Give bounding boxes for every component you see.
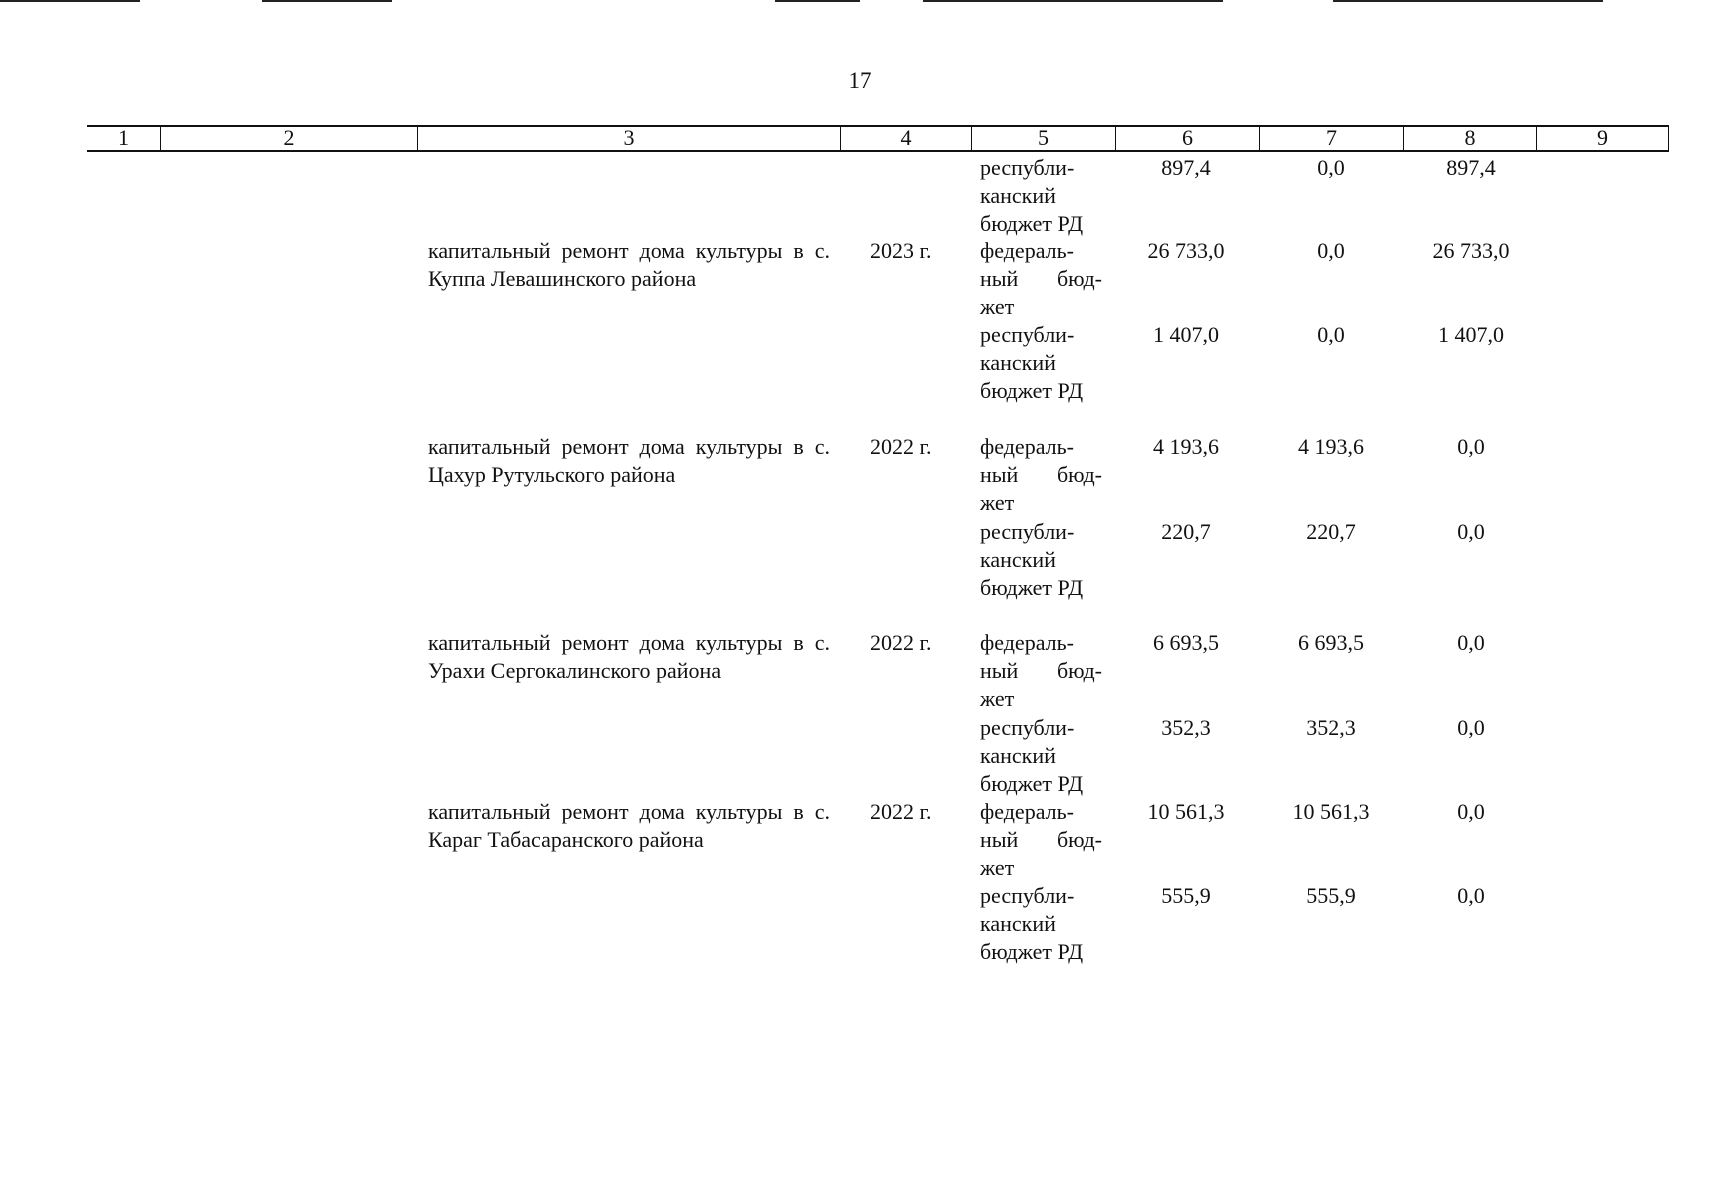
amount-col8: 26 733,0 — [1432, 238, 1510, 263]
funding-source: республи- канский бюджет РД — [980, 883, 1084, 964]
amount-total: 6 693,5 — [1153, 630, 1219, 655]
page-number: 17 — [848, 68, 872, 93]
top-edge-rule — [775, 0, 860, 2]
amount-col7: 0,0 — [1317, 322, 1345, 347]
funding-source: федераль- ный бюд- жет — [980, 799, 1102, 880]
project-description: капитальный ремонт дома культуры в с. Караг Табасаранского района — [428, 799, 830, 852]
project-description: капитальный ремонт дома культуры в с. Куппа Левашинского района — [428, 238, 830, 291]
amount-col8: 0,0 — [1457, 883, 1485, 908]
funding-source: федераль- ный бюд- жет — [980, 238, 1102, 319]
top-edge-rule — [262, 0, 392, 2]
project-description: капитальный ремонт дома культуры в с. Цахур Рутульского района — [428, 434, 830, 487]
project-description: капитальный ремонт дома культуры в с. Урахи Сергокалинского района — [428, 630, 830, 683]
amount-total: 10 561,3 — [1147, 799, 1225, 824]
header-col-9: 9 — [1536, 127, 1669, 150]
amount-total: 220,7 — [1161, 519, 1211, 544]
amount-col7: 0,0 — [1317, 155, 1345, 180]
funding-source: республи- канский бюджет РД — [980, 322, 1084, 403]
amount-col7: 555,9 — [1306, 883, 1356, 908]
header-col-4: 4 — [840, 127, 971, 150]
funding-source: республи- канский бюджет РД — [980, 519, 1084, 600]
top-edge-rule — [0, 0, 140, 2]
project-year: 2022 г. — [870, 434, 932, 459]
header-col-8: 8 — [1403, 127, 1536, 150]
header-col-5: 5 — [971, 127, 1115, 150]
amount-col8: 0,0 — [1457, 715, 1485, 740]
amount-col7: 10 561,3 — [1292, 799, 1370, 824]
header-col-7: 7 — [1259, 127, 1403, 150]
amount-col8: 0,0 — [1457, 519, 1485, 544]
amount-total: 26 733,0 — [1147, 238, 1225, 263]
funding-source: республи- канский бюджет РД — [980, 715, 1084, 796]
project-year: 2022 г. — [870, 630, 932, 655]
top-edge-rule — [923, 0, 1223, 2]
amount-total: 4 193,6 — [1153, 434, 1219, 459]
header-col-1: 1 — [118, 125, 129, 150]
project-year: 2022 г. — [870, 799, 932, 824]
amount-col8: 0,0 — [1457, 799, 1485, 824]
amount-total: 555,9 — [1161, 883, 1211, 908]
header-col-3: 3 — [417, 127, 840, 150]
amount-total: 1 407,0 — [1153, 322, 1219, 347]
amount-col8: 897,4 — [1446, 155, 1496, 180]
amount-col7: 4 193,6 — [1298, 434, 1364, 459]
amount-col7: 6 693,5 — [1298, 630, 1364, 655]
amount-col7: 352,3 — [1306, 715, 1356, 740]
amount-col7: 220,7 — [1306, 519, 1356, 544]
amount-col7: 0,0 — [1317, 238, 1345, 263]
amount-total: 352,3 — [1161, 715, 1211, 740]
amount-col8: 0,0 — [1457, 630, 1485, 655]
top-edge-rule — [1333, 0, 1603, 2]
header-col-6: 6 — [1115, 127, 1259, 150]
header-col-2: 2 — [160, 127, 417, 150]
funding-source: республи- канский бюджет РД — [980, 155, 1084, 236]
amount-col8: 0,0 — [1457, 434, 1485, 459]
table-header-row — [87, 125, 1669, 152]
funding-source: федераль- ный бюд- жет — [980, 434, 1102, 515]
funding-source: федераль- ный бюд- жет — [980, 630, 1102, 711]
amount-col8: 1 407,0 — [1438, 322, 1504, 347]
project-year: 2023 г. — [870, 238, 932, 263]
amount-total: 897,4 — [1161, 155, 1211, 180]
